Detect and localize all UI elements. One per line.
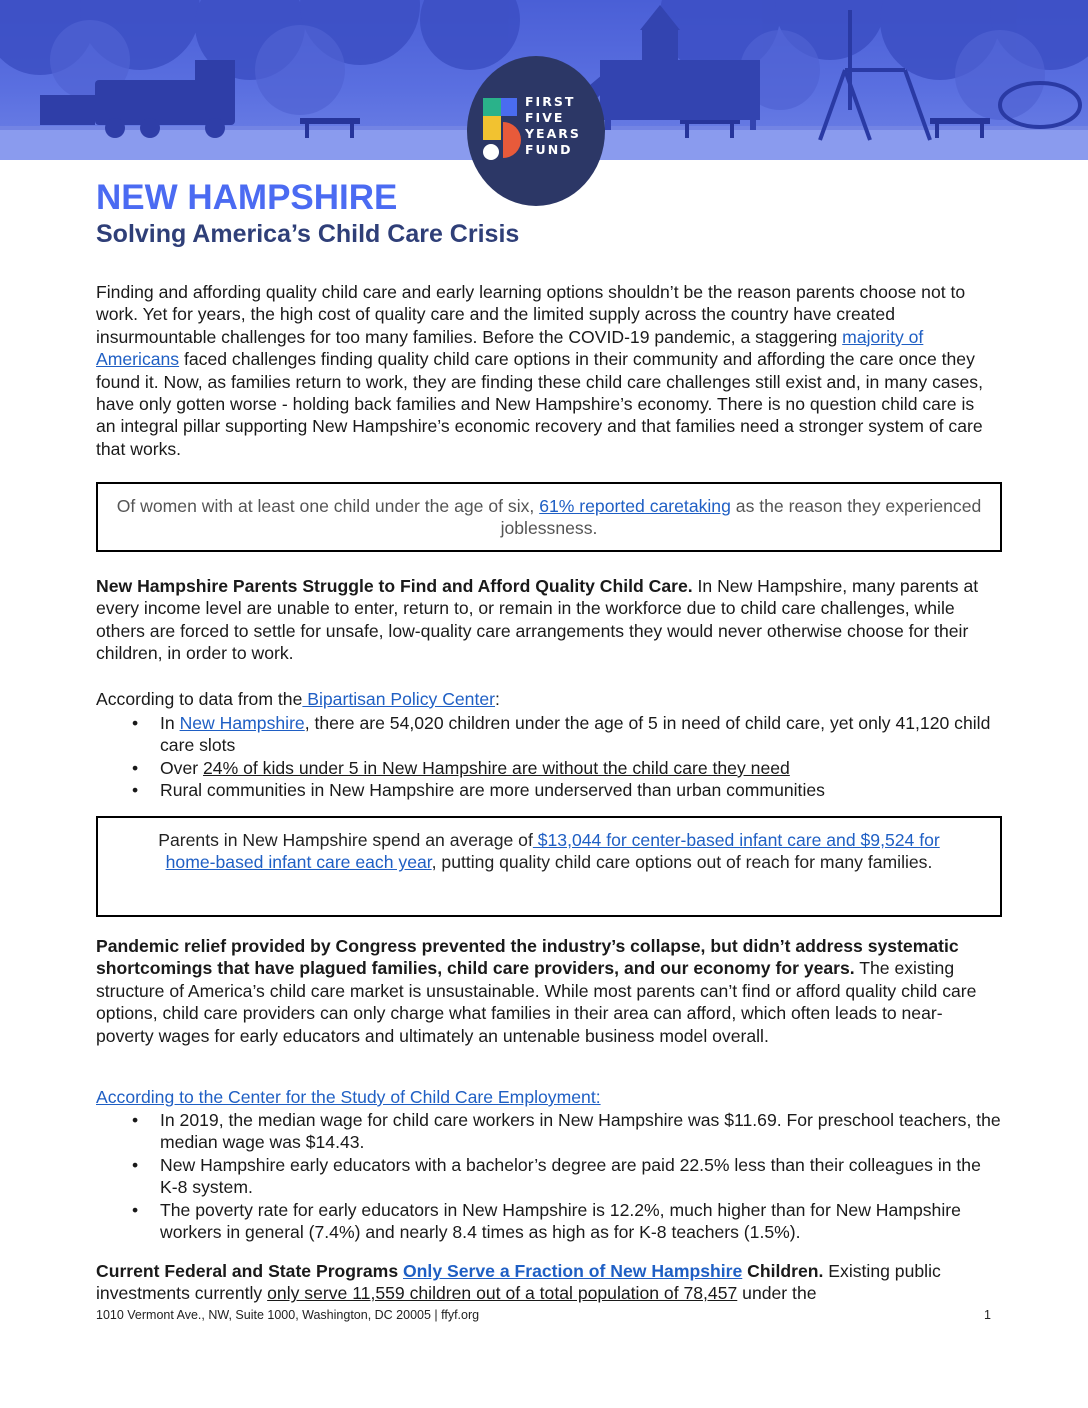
bpc-b1-pre: In: [160, 713, 180, 733]
section3-heading: [96, 1261, 823, 1281]
intro-paragraph: [96, 281, 996, 460]
logo-line-five: FIVE: [525, 110, 565, 125]
list-item: [96, 1199, 1002, 1244]
logo-line-first: FIRST: [525, 94, 576, 109]
footer-address: 1010 Vermont Ave., NW, Suite 1000, Washington, DC 20005 | ffyf.org: [96, 1308, 480, 1322]
page-title: NEW HAMPSHIRE: [96, 178, 398, 217]
section3-body-post: under the: [737, 1283, 817, 1304]
only-serve-fraction-link[interactable]: Only Serve a Fraction of New Hampshire: [403, 1261, 743, 1281]
cscce-link[interactable]: According to the Center for the Study of Child Care Employment:: [96, 1087, 601, 1107]
callout-joblessness: [96, 482, 1002, 552]
infant-care-cost-link[interactable]: $13,044 for center-based infant care and $9,524 for home-based infant care each year: [165, 830, 940, 873]
majority-of-americans-link[interactable]: majority of Americans: [96, 326, 924, 370]
new-hampshire-link[interactable]: New Hampshire: [179, 713, 305, 733]
callout1-text-post: as the reason they experienced joblessness.: [500, 496, 982, 539]
section-pandemic-relief: [96, 935, 996, 1047]
section3-heading-post: Children.: [742, 1261, 824, 1281]
bpc-b3: Rural communities in New Hampshire are more underserved than urban communities: [160, 780, 825, 801]
bpc-bullet-list: [96, 712, 1002, 802]
list-item: [96, 1109, 1002, 1154]
list-item: [96, 779, 1002, 801]
cscce-b2: New Hampshire early educators with a bachelor’s degree are paid 22.5% less than their colleagues in the K-8 system.: [160, 1154, 981, 1198]
logo-line-fund: FUND: [525, 142, 573, 157]
callout1-text-pre: Of women with at least one child under the age of six,: [116, 496, 540, 516]
cscce-b1: In 2019, the median wage for child care workers in New Hampshire was $11.69. For preschool teachers, the median wage was $14.43.: [160, 1110, 1001, 1153]
bpc-intro: [96, 688, 996, 710]
section3-body-pre: Existing public investments currently: [96, 1261, 941, 1304]
logo-line-years: YEARS: [525, 126, 581, 141]
section3-body-underlined: only serve 11,559 children out of a total population of 78,457: [267, 1283, 738, 1304]
bpc-b2-pre: Over: [160, 757, 204, 778]
bipartisan-policy-center-link[interactable]: Bipartisan Policy Center: [302, 689, 495, 709]
list-item: [96, 712, 1002, 757]
caretaking-statistic-link[interactable]: 61% reported caretaking: [539, 496, 731, 516]
section1-heading: New Hampshire Parents Struggle to Find and Afford Quality Child Care.: [96, 576, 693, 596]
section2-body: The existing structure of America’s child care market is unsustainable. While most parents can’t find or afford quality child care options, child care providers can only charge what families in their area can afford, which often leads to near-poverty wages for early educators and ultimately an untenable business model overall.: [96, 958, 977, 1046]
page-number: 1: [984, 1308, 991, 1322]
first-five-years-fund-logo: [467, 56, 605, 206]
section2-heading: Pandemic relief provided by Congress prevented the industry’s collapse, but didn’t address systematic shortcomings that have plagued families, child care providers, and our economy for years.: [96, 936, 959, 979]
cscce-intro: [96, 1086, 996, 1108]
list-item: [96, 1154, 1002, 1199]
cscce-bullet-list: [96, 1109, 1002, 1243]
page-subtitle: Solving America’s Child Care Crisis: [96, 220, 520, 248]
logo-mark-icon: [481, 96, 531, 166]
list-item: [96, 757, 1002, 779]
section1-body: In New Hampshire, many parents at every income level are unable to enter, return to, or remain in the workforce due to child care challenges, while others are forced to settle for unsafe, low-quality care arrangements they would never otherwise choose for their children, in order to work.: [96, 576, 979, 664]
callout2-text-pre: Parents in New Hampshire spend an average of: [158, 830, 533, 850]
callout2-text-post: , putting quality child care options out of reach for many families.: [431, 852, 933, 873]
section-parents-struggle: [96, 575, 996, 665]
section-federal-state-programs: [96, 1260, 996, 1305]
intro-text-1: Finding and affording quality child care and early learning options shouldn’t be the reason parents choose not to work. Yet for years, the high cost of quality care and the limited supply across the country have created insurmountable challenges for too many families. Before the COVID-19 pandemic, a staggering: [96, 282, 966, 347]
bpc-text-post: :: [495, 689, 500, 709]
cscce-b3: The poverty rate for early educators in New Hampshire is 12.2%, much higher than for New Hampshire workers in general (7.4%) and nearly 8.4 times as high as for K-8 teachers (1.5%).: [160, 1199, 961, 1243]
intro-text-2: faced challenges finding quality child care options in their community and affording the care once they found it. Now, as families return to work, they are finding these child care challenges still exist and, in many cases, have only gotten worse - holding back families and New Hampshire’s economy. There is no question child care is an integral pillar supporting New Hampshire’s economic recovery and that families need a stronger system of care that works.: [96, 349, 983, 459]
bpc-text-pre: According to data from the: [96, 689, 303, 709]
section3-heading-pre: Current Federal and State Programs: [96, 1261, 403, 1281]
callout-infant-care-cost: [96, 816, 1002, 917]
bpc-b1-post: , there are 54,020 children under the age of 5 in need of child care, yet only 41,120 child care slots: [160, 713, 991, 756]
logo-wordmark: [525, 94, 581, 158]
bpc-b2-underlined: 24% of kids under 5 in New Hampshire are without the child care they need: [203, 757, 790, 778]
